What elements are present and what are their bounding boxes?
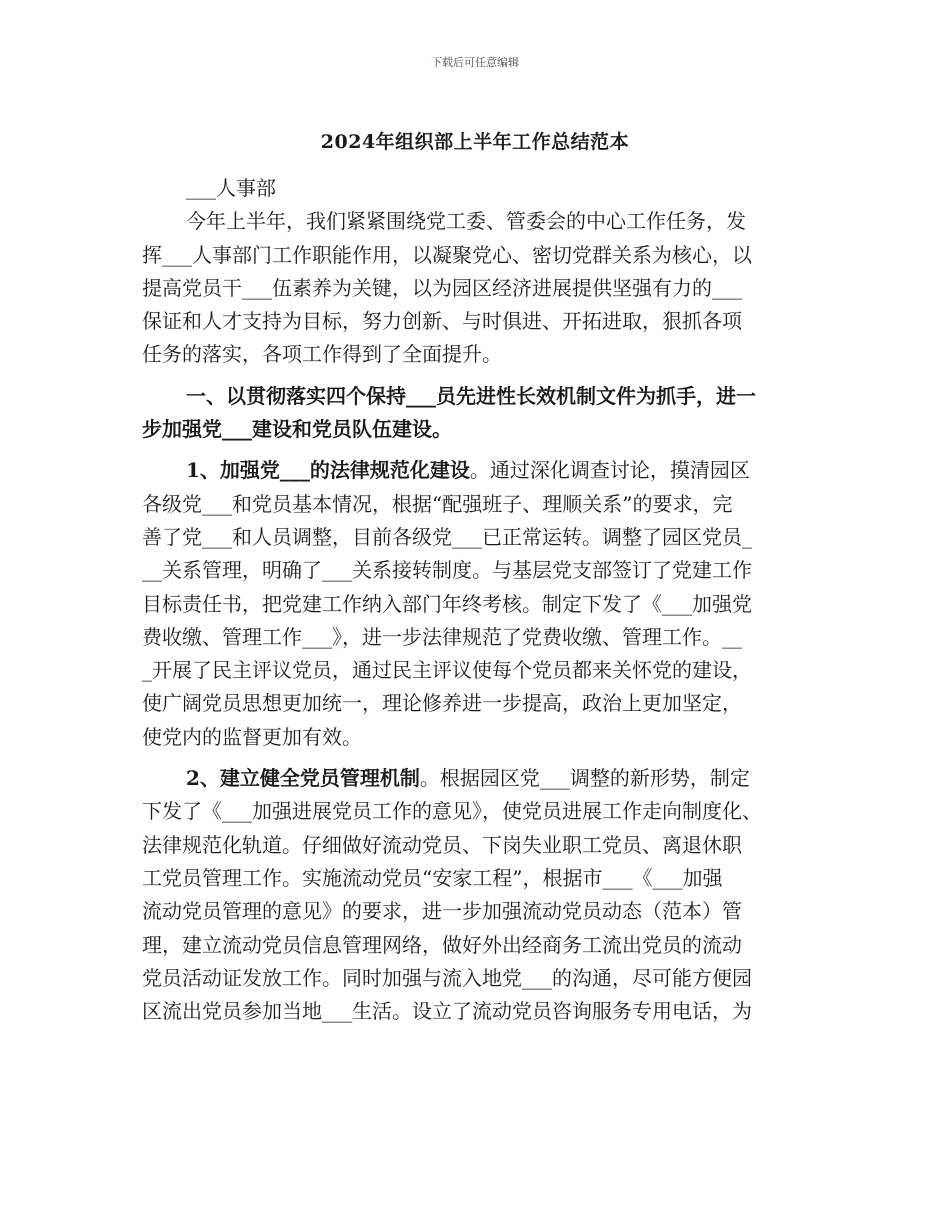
intro-line: 保证和人才支持为目标，努力创新、与时俱进、开拓进取，狠抓各项 [142,309,742,334]
item2-line: 法律规范化轨道。仔细做好流动党员、下岗失业职工党员、离退休职 [142,832,742,857]
item2-line: 下发了《___加强进展党员工作的意见》，使党员进展工作走向制度化、 [142,799,762,824]
intro-line: 挥___人事部门工作职能作用，以凝聚党心、密切党群关系为核心，以 [142,242,752,267]
item2-line: 区流出党员参加当地___生活。设立了流动党员咨询服务专用电话，为 [142,999,752,1024]
item1-line: 目标责任书，把党建工作纳入部门年终考核。制定下发了《___加强党 [142,591,752,616]
header-note: 下载后可任意编辑 [431,56,519,69]
intro-line: 任务的落实，各项工作得到了全面提升。 [142,342,502,367]
item1-line: 善了党___和人员调整，目前各级党___已正常运转。调整了园区党员_ [142,524,752,549]
item1-first-rest: 。通过深化调查讨论，摸清园区 [469,458,750,483]
document-title: 2024年组织部上半年工作总结范本 [320,131,630,153]
document-body [142,172,822,1028]
item1-line: 使广阔党员思想更加统一，理论修养进一步提高，政治上更加坚定， [142,691,742,716]
department-line: ___人事部 [186,176,276,200]
section-heading: 步加强党___建设和党员队伍建设。 [142,417,452,442]
item1-line: 各级党___和党员基本情况，根据“配强班子、理顺关系”的要求，完 [142,491,733,516]
item2-heading: 2、建立健全党员管理机制 [186,766,420,791]
item1-line: __关系管理，明确了___关系接转制度。与基层党支部签订了党建工作 [142,558,752,583]
item1-line: _开展了民主评议党员，通过民主评议使每个党员都来关怀党的建设， [142,658,752,683]
item2-line: 理，建立流动党员信息管理网络，做好外出经商务工流出党员的流动 [142,932,742,957]
item1-line: 费收缴、管理工作___》，进一步法律规范了党费收缴、管理工作。__ [142,624,742,649]
item1-first-line [142,454,822,487]
item2-line: 工党员管理工作。实施流动党员“安家工程”，根据市___《___加强 [142,865,723,890]
section-heading: 一、以贯彻落实四个保持___员先进性长效机制文件为抓手，进一 [186,383,756,408]
item1-heading: 1、加强党___的法律规范化建设 [186,458,470,483]
item2-line: 党员活动证发放工作。同时加强与流入地党___的沟通，尽可能方便园 [142,965,752,990]
item2-first-line [142,762,822,795]
item1-line: 使党内的监督更加有效。 [142,724,362,749]
intro-line: 今年上半年，我们紧紧围绕党工委、管委会的中心工作任务，发 [186,209,746,234]
item2-first-rest: 。根据园区党___调整的新形势，制定 [419,766,750,791]
item2-line: 流动党员管理的意见》的要求，进一步加强流动党员动态（范本）管 [142,899,742,924]
intro-line: 提高党员干___伍素养为关键，以为园区经济进展提供坚强有力的___ [142,275,742,300]
